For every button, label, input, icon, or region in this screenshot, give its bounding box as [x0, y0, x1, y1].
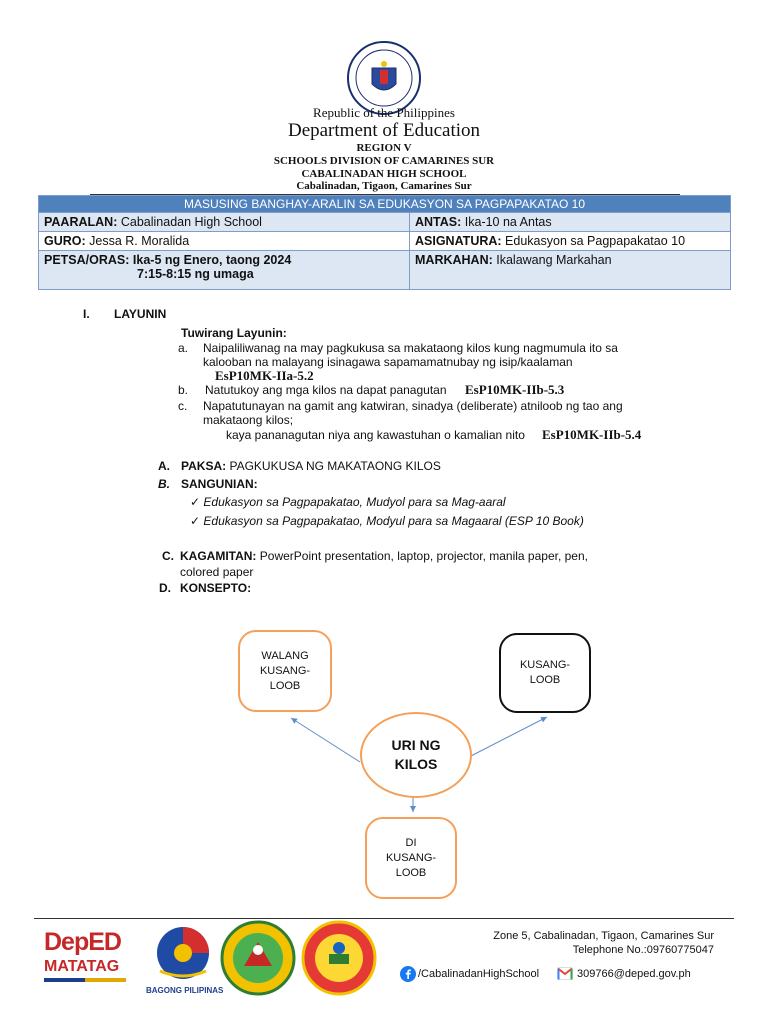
petsa-cell — [39, 251, 410, 290]
kagamitan-line1: PowerPoint presentation, laptop, projector, manila paper, pen, — [259, 549, 588, 563]
objective-c-line2: makataong kilos; — [203, 413, 294, 427]
matatag-logo-text: MATATAG — [44, 958, 120, 975]
antas-value: Ika-10 na Antas — [461, 215, 552, 229]
division-office-seal — [220, 920, 296, 996]
objective-c-line3: kaya pananagutan niya ang kawastuhan o kamalian nito — [226, 428, 525, 442]
section-d-marker: D. — [159, 581, 171, 595]
layunin-heading: LAYUNIN — [114, 307, 167, 321]
deped-logo-text: DepED — [44, 928, 121, 956]
reference-item-2 — [190, 514, 584, 528]
checkmark-icon: ✓ — [190, 495, 201, 509]
reference-item-1 — [190, 495, 506, 509]
header-school: CABALINADAN HIGH SCHOOL — [301, 168, 467, 180]
petsa-label: PETSA/ORAS: — [44, 253, 130, 267]
paksa-value: PAGKUKUSA NG MAKATAONG KILOS — [229, 459, 441, 473]
paaralan-value: Cabalinadan High School — [117, 215, 262, 229]
center-node-line2: KILOS — [394, 756, 438, 772]
guro-cell — [39, 232, 410, 251]
reference-1-text: Edukasyon sa Pagpapakatao, Mudyol para sa Mag-aaral — [203, 495, 506, 509]
arrow-to-walang-kusang-loob — [291, 718, 360, 762]
asignatura-label: ASIGNATURA: — [415, 234, 502, 248]
sangunian-label: SANGUNIAN: — [181, 477, 258, 491]
objective-c-line1: Napatutunayan na gamit ang katwiran, sinadya (deliberate) atniloob ng tao ang — [203, 399, 623, 413]
header-region: REGION V — [356, 142, 412, 154]
objective-b-marker: b. — [178, 383, 189, 397]
reference-2-text: Edukasyon sa Pagpapakatao, Modyul para sa Magaaral (ESP 10 Book) — [203, 514, 584, 528]
objective-a-line2: kalooban na malayang isinagawa sapamamatnubay ng isip/kaalaman — [203, 355, 573, 369]
arrow-to-kusang-loob — [467, 717, 547, 758]
bottom-node-line3: LOOB — [395, 866, 427, 879]
footer-telephone: Telephone No.:09760775047 — [572, 944, 714, 956]
paaralan-cell — [39, 213, 410, 232]
footer-address: Zone 5, Cabalinadan, Tigaon, Camarines Sur — [493, 930, 714, 942]
facebook-link[interactable]: /CabalinadanHighSchool — [418, 968, 540, 980]
email-link[interactable]: 309766@deped.gov.ph — [577, 968, 691, 980]
lesson-info-table — [38, 195, 731, 290]
section-numeral-i: I. — [83, 307, 90, 321]
antas-label: ANTAS: — [415, 215, 462, 229]
objective-c-code: EsP10MK-IIb-5.4 — [542, 427, 642, 442]
left-node-line1: WALANG — [261, 649, 309, 662]
asignatura-cell — [410, 232, 731, 251]
node-kusang-loob — [499, 633, 591, 713]
kagamitan-line — [180, 549, 588, 563]
layunin-subheading: Tuwirang Layunin: — [181, 326, 287, 340]
left-node-line2: KUSANG- — [259, 664, 311, 677]
section-c-marker: C. — [162, 549, 174, 563]
matatag-underline — [44, 978, 126, 982]
cabalinadan-hs-seal — [301, 920, 377, 996]
footer-rule — [34, 918, 734, 919]
markahan-cell — [410, 251, 731, 290]
gmail-icon — [557, 967, 573, 980]
objective-a-marker: a. — [178, 341, 189, 355]
checkmark-icon: ✓ — [190, 514, 201, 528]
node-di-kusang-loob — [365, 817, 457, 899]
markahan-value: Ikalawang Markahan — [492, 253, 612, 267]
bagong-pilipinas-logo — [146, 925, 224, 995]
node-walang-kusang-loob — [238, 630, 332, 712]
guro-label: GURO: — [44, 234, 86, 248]
markahan-label: MARKAHAN: — [415, 253, 493, 267]
table-title: MASUSING BANGHAY-ARALIN SA EDUKASYON SA PAGPAPAKATAO 10 — [39, 196, 731, 213]
petsa-value: Ika-5 ng Enero, taong 2024 — [129, 253, 292, 267]
paksa-label: PAKSA: — [181, 459, 227, 473]
konsepto-label: KONSEPTO: — [180, 581, 252, 595]
objective-a-line1: Naipaliliwanag na may pagkukusa sa makataong kilos kung nagmumula ito sa — [203, 341, 618, 355]
left-node-line3: LOOB — [269, 679, 301, 692]
antas-cell — [410, 213, 731, 232]
header-department: Department of Education — [287, 120, 481, 141]
bagong-pilipinas-text: BAGONG PILIPINAS — [146, 986, 224, 995]
objective-a-code: EsP10MK-IIa-5.2 — [215, 368, 314, 383]
paaralan-label: PAARALAN: — [44, 215, 118, 229]
oras-value: 7:15-8:15 ng umaga — [137, 267, 254, 281]
header-address: Cabalinadan, Tigaon, Camarines Sur — [296, 180, 472, 192]
objective-b-text: Natutukoy ang mga kilos na dapat panagutan — [205, 383, 447, 397]
guro-value: Jessa R. Moralida — [85, 234, 190, 248]
node-uri-ng-kilos — [360, 712, 472, 798]
right-node-line1: KUSANG- — [519, 659, 571, 671]
asignatura-value: Edukasyon sa Pagpapakatao 10 — [501, 234, 686, 248]
bottom-node-line1: DI — [405, 836, 417, 849]
center-node-line1: URI NG — [391, 737, 441, 753]
bottom-node-line2: KUSANG- — [385, 851, 437, 864]
objective-b-code: EsP10MK-IIb-5.3 — [465, 382, 565, 397]
objective-c-marker: c. — [178, 399, 188, 413]
paksa-line — [181, 459, 441, 473]
bagong-pilipinas-emblem — [146, 925, 220, 981]
kagamitan-line2: colored paper — [180, 565, 254, 579]
deped-matatag-logo — [44, 928, 134, 988]
kagamitan-label: KAGAMITAN: — [180, 549, 257, 563]
right-node-line2: LOOB — [529, 674, 561, 686]
facebook-icon — [400, 966, 416, 982]
header-division: SCHOOLS DIVISION OF CAMARINES SUR — [273, 155, 495, 167]
header-republic: Republic of the Philippines — [313, 105, 455, 120]
section-a-marker: A. — [158, 459, 170, 473]
section-b-marker: B. — [158, 477, 170, 491]
